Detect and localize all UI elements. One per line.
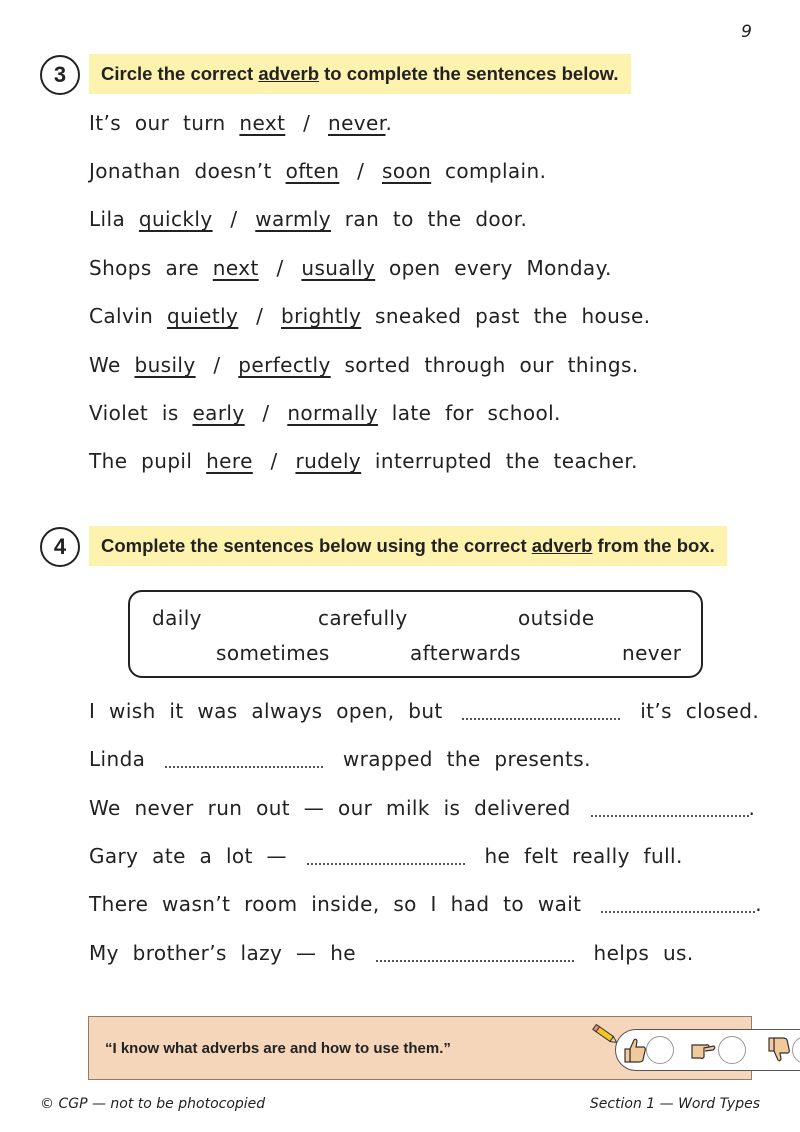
self-assessment-statement: “I know what adverbs are and how to use them.” bbox=[105, 1040, 451, 1057]
rating-circle-not-confident[interactable] bbox=[792, 1036, 800, 1064]
sentence-row bbox=[89, 158, 546, 184]
instruction-text: from the box. bbox=[592, 535, 715, 556]
word-box-item: sometimes bbox=[216, 641, 330, 665]
answer-blank[interactable] bbox=[591, 799, 749, 817]
sentence-row bbox=[89, 206, 527, 232]
sentence-row bbox=[89, 110, 392, 136]
sentence-row bbox=[89, 400, 561, 426]
sentence-text: Violet is bbox=[89, 401, 179, 425]
answer-blank[interactable] bbox=[307, 847, 465, 865]
adverb-option-1[interactable]: next bbox=[212, 256, 259, 280]
sentence-text: Jonathan doesn’t bbox=[89, 159, 272, 183]
sentence-text: I wish it was always open, but bbox=[89, 699, 443, 723]
sentence-row bbox=[89, 698, 759, 724]
option-separator: / bbox=[303, 111, 311, 135]
sentence-text: sneaked past the house. bbox=[375, 304, 651, 328]
word-box-item: never bbox=[622, 641, 682, 665]
sentence-row bbox=[89, 843, 683, 869]
sentence-text: sorted through our things. bbox=[344, 353, 639, 377]
word-box-item: afterwards bbox=[410, 641, 521, 665]
sentence-row bbox=[89, 795, 755, 821]
adverb-option-1[interactable]: quietly bbox=[167, 304, 239, 328]
adverb-option-2[interactable]: normally bbox=[287, 401, 378, 425]
sentence-text: Lila bbox=[89, 207, 126, 231]
answer-blank[interactable] bbox=[165, 750, 323, 768]
option-separator: / bbox=[213, 353, 221, 377]
adverb-option-2[interactable]: warmly bbox=[255, 207, 332, 231]
word-box-item: carefully bbox=[318, 606, 408, 630]
option-separator: / bbox=[230, 207, 238, 231]
sentence-row bbox=[89, 891, 762, 917]
adverb-option-2[interactable]: brightly bbox=[280, 304, 362, 328]
adverb-option-1[interactable]: early bbox=[192, 401, 245, 425]
adverb-option-1[interactable]: busily bbox=[134, 353, 196, 377]
thumbs-sideways-icon bbox=[688, 1038, 716, 1062]
section-footer: Section 1 — Word Types bbox=[589, 1096, 760, 1112]
adverb-option-1[interactable]: next bbox=[239, 111, 286, 135]
adverb-word-box bbox=[128, 590, 703, 678]
confidence-rating bbox=[615, 1029, 800, 1071]
instruction-text: Circle the correct bbox=[101, 63, 259, 84]
sentence-text: Gary ate a lot — bbox=[89, 844, 287, 868]
option-separator: / bbox=[357, 159, 365, 183]
adverb-option-1[interactable]: here bbox=[206, 449, 253, 473]
sentence-text: . bbox=[385, 111, 393, 135]
sentence-row bbox=[89, 746, 591, 772]
adverb-option-2[interactable]: never bbox=[328, 111, 386, 135]
self-assessment-box bbox=[88, 1016, 752, 1080]
instruction-keyword: adverb bbox=[258, 63, 319, 84]
sentence-text: We bbox=[89, 353, 121, 377]
question-4-number: 4 bbox=[40, 527, 80, 567]
sentence-text: interrupted the teacher. bbox=[374, 449, 638, 473]
adverb-option-2[interactable]: perfectly bbox=[238, 353, 331, 377]
word-box-item: daily bbox=[152, 606, 202, 630]
page-number: 9 bbox=[741, 22, 752, 42]
question-4-instruction bbox=[89, 526, 727, 566]
adverb-option-2[interactable]: rudely bbox=[295, 449, 362, 473]
sentence-text: he felt really full. bbox=[484, 844, 683, 868]
rating-circle-confident[interactable] bbox=[646, 1036, 674, 1064]
sentence-text: it’s closed. bbox=[640, 699, 760, 723]
sentence-row bbox=[89, 352, 639, 378]
adverb-option-1[interactable]: quickly bbox=[138, 207, 213, 231]
answer-blank[interactable] bbox=[462, 702, 620, 720]
sentence-text: We never run out — our milk is delivered bbox=[89, 796, 571, 820]
sentence-row bbox=[89, 255, 612, 281]
sentence-text: Linda bbox=[89, 747, 146, 771]
sentence-text: . bbox=[748, 796, 756, 820]
answer-blank[interactable] bbox=[601, 895, 755, 913]
sentence-text: late for school. bbox=[391, 401, 561, 425]
sentence-text: Calvin bbox=[89, 304, 154, 328]
sentence-text: It’s our turn bbox=[89, 111, 226, 135]
instruction-text: Complete the sentences below using the correct bbox=[101, 535, 532, 556]
adverb-option-1[interactable]: often bbox=[285, 159, 340, 183]
option-separator: / bbox=[262, 401, 270, 425]
sentence-text: My brother’s lazy — he bbox=[89, 941, 356, 965]
sentence-text: wrapped the presents. bbox=[342, 747, 591, 771]
question-3-number: 3 bbox=[40, 55, 80, 95]
question-3-instruction bbox=[89, 54, 631, 94]
option-separator: / bbox=[256, 304, 264, 328]
sentence-text: There wasn’t room inside, so I had to wait bbox=[89, 892, 582, 916]
copyright-footer: © CGP — not to be photocopied bbox=[40, 1096, 266, 1112]
answer-blank[interactable] bbox=[376, 944, 574, 962]
thumbs-up-icon bbox=[624, 1036, 648, 1064]
sentence-row bbox=[89, 940, 694, 966]
adverb-option-2[interactable]: usually bbox=[301, 256, 376, 280]
sentence-row bbox=[89, 303, 651, 329]
option-separator: / bbox=[270, 449, 278, 473]
word-box-item: outside bbox=[518, 606, 595, 630]
sentence-text: helps us. bbox=[593, 941, 694, 965]
sentence-text: Shops are bbox=[89, 256, 200, 280]
instruction-keyword: adverb bbox=[531, 535, 593, 556]
instruction-text: to complete the sentences below. bbox=[319, 63, 619, 84]
sentence-row bbox=[89, 448, 638, 474]
thumbs-down-icon bbox=[768, 1036, 792, 1064]
sentence-text: ran to the door. bbox=[344, 207, 528, 231]
option-separator: / bbox=[276, 256, 284, 280]
sentence-text: The pupil bbox=[89, 449, 193, 473]
adverb-option-2[interactable]: soon bbox=[382, 159, 432, 183]
sentence-text: . bbox=[755, 892, 762, 916]
sentence-text: complain. bbox=[444, 159, 547, 183]
rating-circle-unsure[interactable] bbox=[718, 1036, 746, 1064]
sentence-text: open every Monday. bbox=[388, 256, 612, 280]
